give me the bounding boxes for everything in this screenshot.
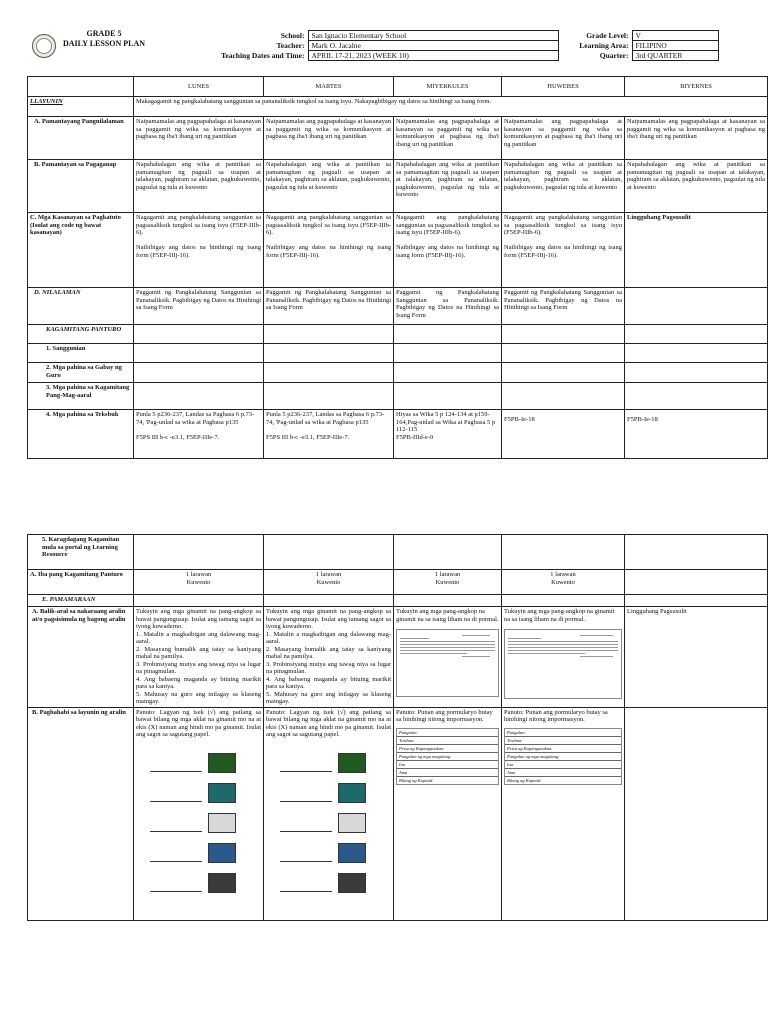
form-field: Pangalan: <box>505 729 621 737</box>
iba-cell-miyerkules: 1 larawan Kuwento <box>394 570 502 595</box>
form-field: Bilang ng Kapatid: <box>399 777 434 783</box>
paghahabi-instruction: Panuto: Lagyan ng tsek (√) ang patlang sa bawat bilang ng mga aklat na ginamit mo na at ekis (X) naman ang hindi mo pa ginamit. Isulat ang sagot sa sagutang papel. <box>136 708 261 738</box>
lesson-plan-table-2 <box>27 534 768 921</box>
sanggunian-label: 1. Sanggunian <box>28 344 134 363</box>
paghahabi-instruction: Panuto: Lagyan ng tsek (√) ang patlang sa bawat bilang ng mga aklat na ginamit mo na at ekis (X) naman ang hindi mo pa ginamit. Isulat ang sagot sa sagutang papel. <box>266 708 391 738</box>
balik-aral-cell-miyerkules <box>394 607 502 708</box>
balik-aral-item: 2. Masayang bumalik ang tatay sa kaniyang mahal na pamilya. <box>136 645 261 660</box>
balik-aral-instruction: Tukuyin ang mga pang-angkop na ginamit na sa isang liham na di pormal. <box>396 608 499 623</box>
teacher-label: Teacher: <box>276 40 305 50</box>
form-field: Ina <box>505 761 621 769</box>
pamantayang-pangnilalaman-label: A. Pamantayang Pangnilalaman <box>28 117 134 160</box>
teksbuk-label: 4. Mga pahina sa Teksbuk <box>28 410 134 459</box>
balik-aral-item: 2. Masayang bumalik ang tatay sa kaniyang mahal na pamilya. <box>266 645 391 660</box>
b-cell-miyerkules: Napahahalagan ang wika at panitikan sa pamamagitan ng paguali sa usapan at talakayan, paghiram sa aklatan, pagkukuwento, pagsulat ng tula at kuwento <box>394 160 502 213</box>
balik-aral-item: 3. Probinsiyang mutya ang tawag niya sa lugar na pinagmulan. <box>266 660 391 675</box>
layunin-label: I.LAYUNIN <box>28 97 134 117</box>
corner-cell <box>28 77 134 97</box>
book-cover-icon <box>338 783 366 803</box>
balik-aral-cell-martes <box>264 607 394 708</box>
teaching-dates-label: Teaching Dates and Time: <box>221 50 305 60</box>
book-checklist <box>266 753 391 903</box>
day-header-biyernes: BIYERNES <box>625 77 768 97</box>
b-cell-lunes: Napahahalagan ang wika at panitikan sa pamamagitan ng paguali sa usapan at talakayan, paghiram sa aklatan, pagkukuwento, pagsulat ng tula at kuwento <box>134 160 264 213</box>
book-cover-icon <box>208 843 236 863</box>
kagamitang-pang-mag-aaral-label: 3. Mga pahina sa Kagamitang Pang-Mag-aaral <box>28 383 134 410</box>
teksbuk-cell-huwebes: F5PB-Ie-18 <box>502 410 625 459</box>
balik-aral-instruction: Tukuyin ang mga pang-angkop na ginamit na sa isang liham na di pormal. <box>504 608 615 623</box>
a-cell-martes: Naipamamalas ang pagpapahalaga at kasanayan sa paggamit ng wika sa komunikasyon at pagbasa ng iba't ibang uri ng panitikan <box>264 117 394 160</box>
balik-aral-item: 3. Probinsiyang mutya ang tawag niya sa lugar na pinagmulan. <box>136 660 261 675</box>
school-value: San Ignacio Elementary School <box>308 31 558 41</box>
gabay-ng-guro-label: 2. Mga pahina sa Gabay ng Guro <box>28 363 134 383</box>
paghahabi-label: B. Paghahabi sa layunin ng aralin <box>28 707 134 920</box>
a-cell-lunes: Naipamamalas ang pagpapahalaga at kasanayan sa paggamit ng wika sa komunikasyon at pagbasa ng iba't ibang uri ng panitikan <box>134 117 264 160</box>
pamamaraan-label: E. PAMAMARAAN <box>28 595 134 607</box>
c-cell-miyerkules: Nagagamit ang pangkalahatang sanggunian sa pagsasaliksik tungkol sa isang isyu (F5EP-IIIb-6). Naibibigay ang datos na hinihingi ng isang form (F5EP-IIIj-16). <box>394 213 502 288</box>
header <box>28 29 750 63</box>
teksbuk-cell-martes: Punla 5 p236-237, Landas sa Pagbasa 6 p.73-74, 'Pag-unlad sa wika at Pagbasa p135 F5PS III b-c -e3.1, F5EP-IIIe-7. <box>264 410 394 459</box>
a-cell-huwebes: Naipamamalas ang pagpapahalaga at kasanayan sa paggamit ng wika sa komunikasyon at pagbasa ng iba't ibang uri ng panitikan <box>502 117 625 160</box>
teacher-value: Mark O. Jacalne <box>308 41 558 51</box>
document-title <box>52 29 156 49</box>
iba-cell-martes: 1 larawan Kuwento <box>264 570 394 595</box>
c-cell-martes: Nagagamit ang pangkalahatang sanggunian sa pagsasaliksik tungkol sa isang isyu (F5EP-IIIb-6). Naibibigay ang datos na hinihingi ng isang form (F5EP-IIIj-16). <box>264 213 394 288</box>
day-header-miyerkules: MIYERKULES <box>394 77 502 97</box>
nilalaman-label: D. NILALAMAN <box>28 288 134 325</box>
book-cover-icon <box>338 753 366 773</box>
title-dlp: DAILY LESSON PLAN <box>62 39 146 48</box>
book-cover-icon <box>338 873 366 893</box>
paghahabi-instruction: Panuto: Punan ang pormularyo butay sa hinihingi nitong impormasyon. <box>396 708 493 723</box>
iba-cell-huwebes: 1 larawan Kuwento <box>502 570 625 595</box>
d-cell-martes: Paggamit ng Pangkalahatang Sanggunian sa Pananaliksik. Pagbibigay ng Datos na Hinihingi sa Isang Form <box>264 288 394 325</box>
quarter-value: 3rd QUARTER <box>632 51 718 61</box>
d-cell-miyerkules: Paggamit ng Pangkalahatang Sanggunian sa Pananaliksik. Pagbibigay ng Datos na Hinihingi sa Isang Form <box>394 288 502 325</box>
a-cell-miyerkules: Naipamamalas ang pagpapahalaga at kasanayan sa paggamit ng wika sa komunikasyon at pagbasa ng iba't ibang uri ng panitikan <box>394 117 502 160</box>
b-cell-martes: Napahahalagan ang wika at panitikan sa pamamagitan ng paguali sa usapan at talakayan, paghiram sa aklatan, pagkukuwento, pagsulat ng tula at kuwento <box>264 160 394 213</box>
form-field: Pangalan: <box>397 729 498 737</box>
paghahabi-instruction: Panuto: Punan ang pormularyo butay sa hinihingi nitong impormasyon. <box>504 708 608 723</box>
balik-aral-cell-lunes <box>134 607 264 708</box>
iba-cell-biyernes <box>625 570 768 595</box>
paghahabi-cell-miyerkules <box>394 707 502 920</box>
teaching-dates-value: APRIL 17-21, 2023 (WEEK 10) <box>308 51 558 61</box>
balik-aral-item: 1. Matalin a magkaibigan ang dalawang mag-aaral. <box>136 630 261 645</box>
teksbuk-cell-lunes: Punla 5 p236-237, Landas sa Pagbasa 6 p.73-74, 'Pag-unlad sa wika at Pagbasa p135 F5PS III b-c -e3.1, F5EP-IIIe-7. <box>134 410 264 459</box>
lesson-plan-table-1 <box>27 76 768 459</box>
balik-aral-cell-huwebes <box>502 607 625 708</box>
day-header-martes: MARTES <box>264 77 394 97</box>
b-cell-biyernes: Napahahalagan ang wika at panitikan sa pamamagitan ng paguali sa usapan at talakayan, paghiram sa aklatan, pagkukuwento, pagsulat ng tula at kuwento <box>625 160 768 213</box>
day-header-huwebes: HUWEBES <box>502 77 625 97</box>
data-form-image <box>396 728 499 785</box>
book-cover-icon <box>338 843 366 863</box>
pamantayan-sa-pagaganap-label: B. Pamantayan sa Pagaganap <box>28 160 134 213</box>
layunin-text: Makagagamit ng pangkalahatang sanggunian sa pananaliksik tungkol sa isang isyu. Nakapagbibigay ng datos sa hinihingi sa isang form. <box>134 97 768 117</box>
teksbuk-cell-miyerkules: Hiyas sa Wika 5 p 124-134 at p159-164,Pag-unlad sa Wika at Pagbasa 5 p 112-115 F5PB-IIId-e-9 <box>394 410 502 459</box>
form-field: Petsa ng Kapanganakan: <box>505 745 621 753</box>
form-field: Tirahan: <box>397 737 498 745</box>
b-cell-huwebes: Napahahalagan ang wika at panitikan sa pamamagitan ng paguali sa usapan at talakayan, paghiram sa aklatan, pagkukuwento, pagsulat ng tula at kuwento <box>502 160 625 213</box>
book-cover-icon <box>208 873 236 893</box>
d-cell-biyernes <box>625 288 768 325</box>
balik-aral-item: 5. Mahusay na guro ang inilagay sa klaseng maingay. <box>266 690 391 705</box>
form-field: Ama <box>397 769 498 777</box>
informal-letter-image <box>396 629 499 697</box>
day-header-lunes: LUNES <box>134 77 264 97</box>
school-label: School: <box>280 30 305 40</box>
c-cell-huwebes: Nagagamit ang pangkalahatang sanggunian sa pagsasaliksik tungkol sa isang isyu (F5EP-IIIb-6). Naibibigay ang datos na hinihingi ng isang form (F5EP-IIIj-16). <box>502 213 625 288</box>
d-cell-lunes: Paggamit ng Pangkalahatang Sanggunian sa Pananaliksik. Pagbibigay ng Datos na Hinihingi sa Isang Form <box>134 288 264 325</box>
karagdagang-kagamitan-label: 5. Karagdagang Kagamitan mula sa portal ng Learning Resource <box>28 535 134 570</box>
book-cover-icon <box>208 753 236 773</box>
balik-aral-instruction: Tukuyin ang mga ginamit na pang-angkop sa bawat pangungusap. Isulat ang tamang sagot sa iyong kuwaderno. <box>266 608 391 630</box>
book-checklist <box>136 753 261 903</box>
form-field: Petsa ng Kapanganakan: <box>397 745 498 753</box>
iba-cell-lunes: 1 larawan Kuwento <box>134 570 264 595</box>
paghahabi-cell-huwebes <box>502 707 625 920</box>
book-cover-icon <box>208 813 236 833</box>
kasanayan-sa-pagkatuto-label: C. Mga Kasanayan sa Pagkatuto (Isulat ang code ng bawat kasanayan) <box>28 213 134 288</box>
paghahabi-cell-martes <box>264 707 394 920</box>
balik-aral-cell-biyernes: Lingguhang Pagsusulit <box>625 607 768 708</box>
balik-aral-label: A. Balik-aral sa nakaraang aralin at/o pagsisimula ng bagong aralin <box>28 607 134 708</box>
form-field: Pangalan ng mga magulang: <box>505 753 621 761</box>
informal-letter-image <box>504 629 622 699</box>
quarter-label: Quarter: <box>599 50 629 60</box>
balik-aral-item: 4. Ang babaeng maganda ay bituing marikit para sa kaniya. <box>266 675 391 690</box>
book-cover-icon <box>338 813 366 833</box>
data-form-image <box>504 728 622 785</box>
balik-aral-item: 5. Mahusay na guro ang inilagay sa klaseng maingay. <box>136 690 261 705</box>
form-field: Bilang ng Kapatid: <box>507 777 542 783</box>
c-cell-biyernes: Lingguhang Pagsusulit <box>625 213 768 288</box>
learning-area-value: FILIPINO <box>632 41 718 51</box>
form-field: Ama <box>505 769 621 777</box>
form-field: Pangalan ng mga magulang: <box>397 753 498 761</box>
form-field: Tirahan: <box>505 737 621 745</box>
book-cover-icon <box>208 783 236 803</box>
kagamitang-panturo-label: KAGAMITANG PANTURO <box>28 325 134 344</box>
balik-aral-item: 1. Matalin a magkaibigan ang dalawang mag-aaral. <box>266 630 391 645</box>
d-cell-huwebes: Paggamit ng Pangkalahatang Sanggunian sa Pananaliksik. Pagbibigay ng Datos na Hinihingi sa Isang Form <box>502 288 625 325</box>
title-grade: GRADE 5 <box>86 29 122 38</box>
grade-level-value: V <box>632 31 718 41</box>
balik-aral-instruction: Tukuyin ang mga ginamit na pang-angkop sa bawat pangungusap. Isulat ang tamang sagot sa iyong kuwaderno. <box>136 608 261 630</box>
c-cell-lunes: Nagagamit ang pangkalahatang sanggunian sa pagsasaliksik tungkol sa isang isyu (F5EP-IIIb-6). Naibibigay ang datos na hinihingi ng isang form (F5EP-IIIj-16). <box>134 213 264 288</box>
learning-area-label: Learning Area: <box>579 40 629 50</box>
paghahabi-cell-lunes <box>134 707 264 920</box>
grade-level-label: Grade Level: <box>586 30 629 40</box>
paghahabi-cell-biyernes <box>625 707 768 920</box>
teksbuk-cell-biyernes: F5PB-Ie-18 <box>625 410 768 459</box>
balik-aral-item: 4. Ang babaeng maganda ay bituing marikit para sa kaniya. <box>136 675 261 690</box>
iba-pang-kagamitan-label: A. Iba pang Kagamitang Panturo <box>28 570 134 595</box>
a-cell-biyernes: Naipamamalas ang pagpapahalaga at kasanayan sa paggamit ng wika sa komunikasyon at pagbasa ng iba't ibang uri ng panitikan <box>625 117 768 160</box>
header-info-table <box>158 30 719 61</box>
form-field: Ina <box>397 761 498 769</box>
